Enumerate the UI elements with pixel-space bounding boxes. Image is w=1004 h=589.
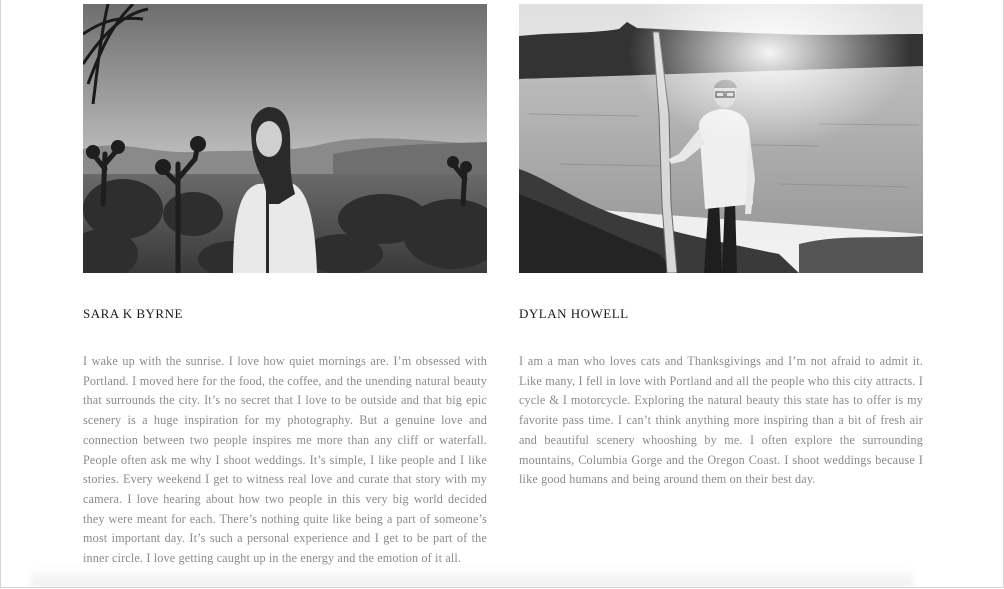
bottom-shadow [31,567,913,587]
desert-portrait-image [83,4,487,273]
lake-portrait-image [519,4,923,273]
photo-sara-desert-portrait [83,4,487,273]
profile-name: SARA K BYRNE [83,306,183,321]
photo-dylan-lake-portrait [519,4,923,273]
profile-bio: I am a man who loves cats and Thanksgivings and I’m not afraid to admit it. Like many, I fell in love with Portland and all the people who this city attracts. I cycle & I motorcycle. Exploring the natural beauty this state has to offer is my favorite pass time. I can’t think anything more inspiring than a bit of fresh air and beautiful scenery whooshing by me. I often explore the surrounding mountains, Columbia Gorge and the Oregon Coast. I shoot weddings because I like good humans and being around them on their best day. [519,354,923,487]
profile-bio: I wake up with the sunrise. I love how quiet mornings are. I’m obsessed with Portland. I moved here for the food, the coffee, and the unending natural beauty that surrounds the city. It’s no secret that I love to be outside and that big epic scenery is a huge inspiration for my photography. But a genuine love and connection between two people inspires me more than any cliff or waterfall. People often ask me why I shoot weddings. It’s simple, I like people and I like stories. Every weekend I get to witness real love and curate that story with my camera. I love hearing about how two people in this very big world decided they were meant for each. There’s nothing quite like being a part of someone’s most important day. It’s such a personal experience and I get to be part of the inner circle. I love getting caught up in the energy and the emotion of it all. [83,354,487,566]
profile-name: DYLAN HOWELL [519,306,629,321]
